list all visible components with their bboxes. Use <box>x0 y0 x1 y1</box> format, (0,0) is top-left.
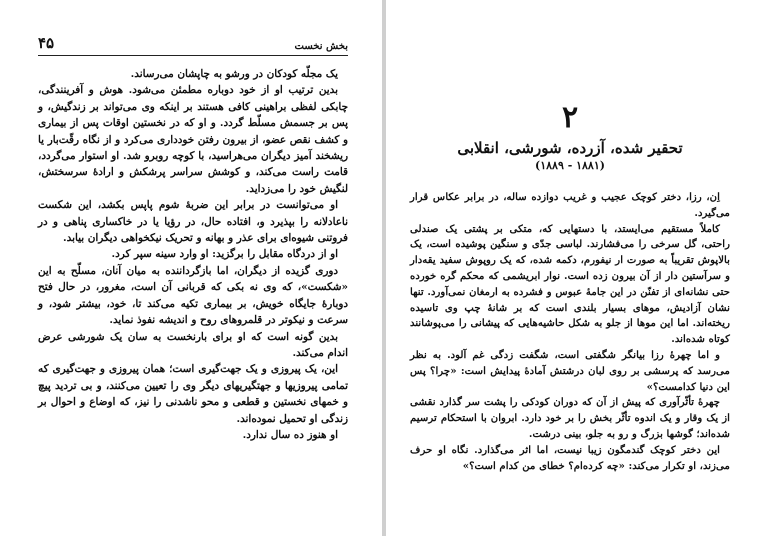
paragraph: کاملاً مستقیم می‌ایستد، با دستهایی که، متکی بر پشتی یک صندلی راحتی، گل سرخی را می‌فشارند. لباسی جدّی و سنگین پوشیده است، یک بالاپوش تقریباً به صورت ار نیفورم، دکمه شده، که یک روپوش سفید یقه‌دار و سرآستین دار از آن بیرون زده است. نوار ابریشمی که محکم گره خورده حتی نشانه‌ای از تفنّن در این جامهٔ عبوس و فشرده به ارمغان نمی‌آورد. تنها نشان آزادیش، موهای بسیار بلندی است که بر شانهٔ چپ وی تاسیده ریخته‌اند. اما این موها از جلو به شکل حاشیه‌هایی که پیشانی را می‌پوشانند کوتاه شده‌اند. <box>410 222 730 346</box>
paragraph: او از دردگاه مقابل را برگزید: او وارد سینه سپر کرد. <box>111 248 338 261</box>
running-title: بخش نخست <box>294 41 348 52</box>
paragraph: بدین گونه است که او برای بارنخست به سان یک شورشی عرض اندام می‌کند. <box>38 330 348 359</box>
running-head <box>38 34 348 56</box>
paragraph: بدین ترتیب او از خود دوباره مطمئن می‌شود. هوش و آفرینندگی، چابکی لفظی براهینی کافی هستند بر اینکه وی می‌تواند بر زندگیش، و پس بر جسمش مسلّط گردد. و او که در نخستین اوقات پس از بیماری و کشف نقص عضو، از بیرون رفتن خودداری می‌کرد و از نگاه رقّت‌بار یا ریشخند آمیز دیگران می‌هراسید، با کوچه روبرو شد. او استوار می‌گردد، قامت راست می‌کند، و کوشش سراسر پرشکش و ارادهٔ سرسختش، لنگیش خود را می‌زداید. <box>38 84 348 195</box>
paragraph: دوری گزیده از دیگران، اما بازگرداننده به میان آنان، مسلّح به این «شکست»، که وی نه بکی که قربانی آن است، مغرور، در حال فتح دوبارهٔ جایگاه خویش، بر بیماری تکیه می‌کند تا، خود، بیشتر شود، و سرعت و نیکوتر در قلمروهای روح و اندیشه نفوذ نماید. <box>38 264 348 327</box>
paragraph: چهرهٔ تأثّرآوری که پیش از آن که دوران کودکی را پشت سر گذارد نقشی از یک وقار و یک اندوه تأثّر بخش را بر خود دارد. ابروان با استحکام ترسیم شده‌اند؛ گوشها بزرگ و رو به جلو، بینی درشت. <box>410 396 730 440</box>
right-page <box>386 0 768 536</box>
paragraph: و اما چهرهٔ رزا بیانگر شگفتی است، شگفت زدگی غم آلود. به نظر می‌رسد که پرسشی بر روی لبان درشتش آمادهٔ پیدایش است: «چرا؟ پس این دنیا کدامست؟» <box>410 348 730 393</box>
paragraph: یک مجلّه کودکان در ورشو به چاپشان می‌رساند. <box>130 68 338 80</box>
chapter-number: ۲ <box>561 100 579 135</box>
chapter-dates: (۱۸۸۱ - ۱۸۸۹) <box>535 159 605 172</box>
page-number: ۴۵ <box>38 34 55 52</box>
left-page <box>0 0 382 536</box>
chapter-title: تحقیر شده، آزرده، شورشی، انقلابی <box>457 139 683 157</box>
paragraph: این دختر کوچک گندمگون زیبا نیست، اما اثر می‌گذارد. نگاه او حرف می‌زند، او تکرار می‌کند: «چه کرده‌ام؟ خطای من کدام است؟» <box>410 443 730 472</box>
paragraph: اِن، رزا، دختر کوچک عجیب و غریب دوازده ساله، در برابر عکاس قرار می‌گیرد. <box>410 191 730 219</box>
paragraph: او هنوز ده سال ندارد. <box>242 428 338 441</box>
paragraph: او می‌توانست در برابر این ضربهٔ شوم پاپس بکشد، این شکست ناعادلانه را بپذیرد و، افتاده حال، در رؤیا یا در خاکساری پناهی و در فروتنی شیوه‌ای برای عذر و بهانه و تحریک نیکخواهی دیگران بیابد. <box>38 199 348 245</box>
paragraph: این، یک پیروزی و یک جهت‌گیری است؛ همان پیروزی و جهت‌گیری که تمامی پیروزیها و جهتگیریهای دیگر وی را تعیین می‌کنند، و بی تردید پیچ و خمهای نخستین و قطعی و محو ناشدنی را نیز، که اوضاع و احوال بر زندگی او تحمیل نموده‌اند. <box>38 363 348 425</box>
